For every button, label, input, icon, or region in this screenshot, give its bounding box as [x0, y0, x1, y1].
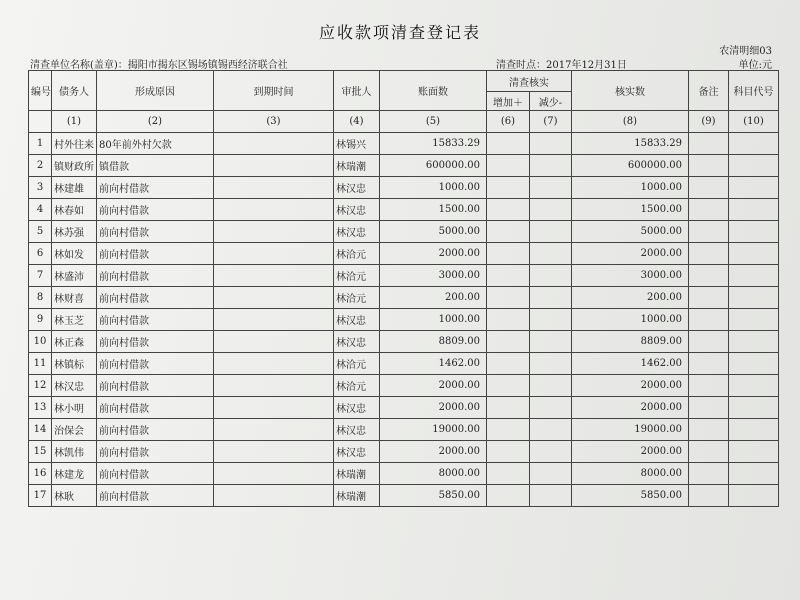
verified-amount-cell: 1000.00 [572, 177, 689, 199]
subject-code-cell [729, 353, 779, 375]
index-cell: (2) [97, 111, 214, 133]
reason-cell: 前向村借款 [97, 397, 214, 419]
approver-cell: 林洽元 [334, 243, 380, 265]
index-cell: (8) [572, 111, 689, 133]
increase-cell [487, 419, 530, 441]
index-cell: (7) [530, 111, 572, 133]
check-date: 清查时点：2017年12月31日 [496, 60, 627, 71]
remark-cell [689, 375, 729, 397]
increase-cell [487, 441, 530, 463]
approver-cell: 林汉忠 [334, 419, 380, 441]
approver-cell: 林洽元 [334, 287, 380, 309]
header-decrease: 减少- [530, 92, 572, 111]
debtor-cell: 林盛沛 [52, 265, 97, 287]
header-verify: 清查核实 [487, 71, 572, 92]
table-row [29, 287, 779, 309]
approver-cell: 林汉忠 [334, 397, 380, 419]
debtor-cell: 村外往来 [52, 133, 97, 155]
verified-amount-cell: 19000.00 [572, 419, 689, 441]
remark-cell [689, 331, 729, 353]
index-cell: (6) [487, 111, 530, 133]
table-row [29, 133, 779, 155]
approver-cell: 林洽元 [334, 353, 380, 375]
subject-code-cell [729, 309, 779, 331]
row-number: 6 [29, 243, 52, 265]
decrease-cell [530, 441, 572, 463]
currency-unit: 单位:元 [738, 60, 772, 71]
row-number: 7 [29, 265, 52, 287]
approver-cell: 林汉忠 [334, 331, 380, 353]
increase-cell [487, 331, 530, 353]
book-amount-cell: 8809.00 [380, 331, 487, 353]
debtor-cell: 镇财政所 [52, 155, 97, 177]
verified-amount-cell: 5000.00 [572, 221, 689, 243]
row-number: 16 [29, 463, 52, 485]
table-row [29, 331, 779, 353]
reason-cell: 前向村借款 [97, 287, 214, 309]
verified-amount-cell: 3000.00 [572, 265, 689, 287]
book-amount-cell: 2000.00 [380, 397, 487, 419]
debtor-cell: 林镇标 [52, 353, 97, 375]
subject-code-cell [729, 199, 779, 221]
due-date-cell [214, 265, 334, 287]
header-verified-amount: 核实数 [572, 71, 689, 111]
verified-amount-cell: 1000.00 [572, 309, 689, 331]
table-row [29, 485, 779, 507]
book-amount-cell: 1462.00 [380, 353, 487, 375]
remark-cell [689, 177, 729, 199]
index-cell: (5) [380, 111, 487, 133]
header-remark: 备注 [689, 71, 729, 111]
increase-cell [487, 133, 530, 155]
row-number: 8 [29, 287, 52, 309]
approver-cell: 林锡兴 [334, 133, 380, 155]
increase-cell [487, 243, 530, 265]
due-date-cell [214, 375, 334, 397]
debtor-cell: 林正森 [52, 331, 97, 353]
subject-code-cell [729, 177, 779, 199]
book-amount-cell: 1000.00 [380, 177, 487, 199]
table-row [29, 177, 779, 199]
header-due-date: 到期时间 [214, 71, 334, 111]
index-cell: (1) [52, 111, 97, 133]
remark-cell [689, 441, 729, 463]
book-amount-cell: 8000.00 [380, 463, 487, 485]
decrease-cell [530, 177, 572, 199]
approver-cell: 林汉忠 [334, 441, 380, 463]
row-number: 5 [29, 221, 52, 243]
table-row [29, 353, 779, 375]
table-row [29, 441, 779, 463]
debtor-cell: 林春如 [52, 199, 97, 221]
header-book-amount: 账面数 [380, 71, 487, 111]
reason-cell: 前向村借款 [97, 485, 214, 507]
subject-code-cell [729, 133, 779, 155]
subject-code-cell [729, 419, 779, 441]
reason-cell: 前向村借款 [97, 243, 214, 265]
remark-cell [689, 485, 729, 507]
table-row [29, 463, 779, 485]
reason-cell: 前向村借款 [97, 353, 214, 375]
decrease-cell [530, 155, 572, 177]
decrease-cell [530, 133, 572, 155]
reason-cell: 前向村借款 [97, 221, 214, 243]
decrease-cell [530, 309, 572, 331]
reason-cell: 前向村借款 [97, 419, 214, 441]
remark-cell [689, 419, 729, 441]
row-number: 12 [29, 375, 52, 397]
table-row [29, 375, 779, 397]
remark-cell [689, 199, 729, 221]
table-row [29, 243, 779, 265]
decrease-cell [530, 463, 572, 485]
table-row [29, 221, 779, 243]
increase-cell [487, 485, 530, 507]
approver-cell: 林瑞潮 [334, 485, 380, 507]
due-date-cell [214, 177, 334, 199]
book-amount-cell: 15833.29 [380, 133, 487, 155]
decrease-cell [530, 287, 572, 309]
decrease-cell [530, 419, 572, 441]
receivables-table [28, 70, 779, 507]
decrease-cell [530, 375, 572, 397]
index-cell: (4) [334, 111, 380, 133]
subject-code-cell [729, 243, 779, 265]
subject-code-cell [729, 485, 779, 507]
row-number: 13 [29, 397, 52, 419]
index-cell: (9) [689, 111, 729, 133]
decrease-cell [530, 397, 572, 419]
subject-code-cell [729, 155, 779, 177]
table-row [29, 265, 779, 287]
table-row [29, 419, 779, 441]
reason-cell: 前向村借款 [97, 463, 214, 485]
book-amount-cell: 2000.00 [380, 375, 487, 397]
reason-cell: 80年前外村欠款 [97, 133, 214, 155]
table-body [29, 133, 779, 507]
debtor-cell: 林小明 [52, 397, 97, 419]
header-seq: 编号 [29, 71, 52, 111]
remark-cell [689, 133, 729, 155]
remark-cell [689, 309, 729, 331]
due-date-cell [214, 221, 334, 243]
book-amount-cell: 2000.00 [380, 441, 487, 463]
reason-cell: 前向村借款 [97, 199, 214, 221]
reason-cell: 前向村借款 [97, 441, 214, 463]
book-amount-cell: 1000.00 [380, 309, 487, 331]
index-cell-blank [29, 111, 52, 133]
row-number: 10 [29, 331, 52, 353]
debtor-cell: 治保会 [52, 419, 97, 441]
due-date-cell [214, 155, 334, 177]
remark-cell [689, 287, 729, 309]
debtor-cell: 林建雄 [52, 177, 97, 199]
book-amount-cell: 3000.00 [380, 265, 487, 287]
form-code: 农清明细03 [719, 46, 772, 57]
due-date-cell [214, 397, 334, 419]
approver-cell: 林瑞潮 [334, 463, 380, 485]
due-date-cell [214, 199, 334, 221]
subject-code-cell [729, 375, 779, 397]
table-row [29, 155, 779, 177]
row-number: 3 [29, 177, 52, 199]
debtor-cell: 林汉忠 [52, 375, 97, 397]
subject-code-cell [729, 331, 779, 353]
subject-code-cell [729, 265, 779, 287]
form-title: 应收款项清查登记表 [318, 23, 481, 42]
debtor-cell: 林苏强 [52, 221, 97, 243]
subject-code-cell [729, 463, 779, 485]
remark-cell [689, 243, 729, 265]
reason-cell: 前向村借款 [97, 331, 214, 353]
verified-amount-cell: 200.00 [572, 287, 689, 309]
row-number: 2 [29, 155, 52, 177]
verified-amount-cell: 15833.29 [572, 133, 689, 155]
reason-cell: 前向村借款 [97, 375, 214, 397]
decrease-cell [530, 353, 572, 375]
debtor-cell: 林建龙 [52, 463, 97, 485]
subject-code-cell [729, 397, 779, 419]
index-cell: (3) [214, 111, 334, 133]
row-number: 1 [29, 133, 52, 155]
table-row [29, 309, 779, 331]
table-row [29, 397, 779, 419]
reason-cell: 镇借款 [97, 155, 214, 177]
header-debtor: 债务人 [52, 71, 97, 111]
subject-code-cell [729, 287, 779, 309]
row-number: 14 [29, 419, 52, 441]
due-date-cell [214, 133, 334, 155]
approver-cell: 林瑞潮 [334, 155, 380, 177]
increase-cell [487, 221, 530, 243]
unit-name: 清查单位名称(盖章)：揭阳市揭东区锡场镇锡西经济联合社 [30, 60, 288, 71]
row-number: 9 [29, 309, 52, 331]
row-number: 4 [29, 199, 52, 221]
remark-cell [689, 265, 729, 287]
header-reason: 形成原因 [97, 71, 214, 111]
increase-cell [487, 287, 530, 309]
row-number: 11 [29, 353, 52, 375]
decrease-cell [530, 331, 572, 353]
approver-cell: 林汉忠 [334, 309, 380, 331]
due-date-cell [214, 353, 334, 375]
increase-cell [487, 375, 530, 397]
increase-cell [487, 155, 530, 177]
increase-cell [487, 309, 530, 331]
increase-cell [487, 353, 530, 375]
reason-cell: 前向村借款 [97, 309, 214, 331]
subject-code-cell [729, 441, 779, 463]
remark-cell [689, 353, 729, 375]
due-date-cell [214, 419, 334, 441]
increase-cell [487, 397, 530, 419]
increase-cell [487, 265, 530, 287]
debtor-cell: 林凯伟 [52, 441, 97, 463]
due-date-cell [214, 331, 334, 353]
decrease-cell [530, 485, 572, 507]
remark-cell [689, 221, 729, 243]
debtor-cell: 林财喜 [52, 287, 97, 309]
due-date-cell [214, 309, 334, 331]
decrease-cell [530, 199, 572, 221]
approver-cell: 林汉忠 [334, 221, 380, 243]
verified-amount-cell: 1500.00 [572, 199, 689, 221]
approver-cell: 林汉忠 [334, 199, 380, 221]
book-amount-cell: 5000.00 [380, 221, 487, 243]
book-amount-cell: 5850.00 [380, 485, 487, 507]
debtor-cell: 林玉芝 [52, 309, 97, 331]
debtor-cell: 林如发 [52, 243, 97, 265]
increase-cell [487, 199, 530, 221]
book-amount-cell: 19000.00 [380, 419, 487, 441]
header-subject-code: 科目代号 [729, 71, 779, 111]
verified-amount-cell: 2000.00 [572, 375, 689, 397]
approver-cell: 林汉忠 [334, 177, 380, 199]
reason-cell: 前向村借款 [97, 265, 214, 287]
index-cell: (10) [729, 111, 779, 133]
approver-cell: 林洽元 [334, 265, 380, 287]
row-number: 17 [29, 485, 52, 507]
row-number: 15 [29, 441, 52, 463]
verified-amount-cell: 2000.00 [572, 243, 689, 265]
remark-cell [689, 155, 729, 177]
reason-cell: 前向村借款 [97, 177, 214, 199]
verified-amount-cell: 1462.00 [572, 353, 689, 375]
debtor-cell: 林耿 [52, 485, 97, 507]
subject-code-cell [729, 221, 779, 243]
verified-amount-cell: 600000.00 [572, 155, 689, 177]
due-date-cell [214, 463, 334, 485]
verified-amount-cell: 5850.00 [572, 485, 689, 507]
due-date-cell [214, 441, 334, 463]
header-increase: 增加＋ [487, 92, 530, 111]
table-row [29, 199, 779, 221]
header-approver: 审批人 [334, 71, 380, 111]
verified-amount-cell: 2000.00 [572, 441, 689, 463]
remark-cell [689, 463, 729, 485]
increase-cell [487, 177, 530, 199]
book-amount-cell: 1500.00 [380, 199, 487, 221]
increase-cell [487, 463, 530, 485]
decrease-cell [530, 265, 572, 287]
verified-amount-cell: 2000.00 [572, 397, 689, 419]
book-amount-cell: 2000.00 [380, 243, 487, 265]
verified-amount-cell: 8000.00 [572, 463, 689, 485]
book-amount-cell: 600000.00 [380, 155, 487, 177]
approver-cell: 林洽元 [334, 375, 380, 397]
due-date-cell [214, 485, 334, 507]
book-amount-cell: 200.00 [380, 287, 487, 309]
due-date-cell [214, 287, 334, 309]
decrease-cell [530, 221, 572, 243]
decrease-cell [530, 243, 572, 265]
due-date-cell [214, 243, 334, 265]
remark-cell [689, 397, 729, 419]
verified-amount-cell: 8809.00 [572, 331, 689, 353]
